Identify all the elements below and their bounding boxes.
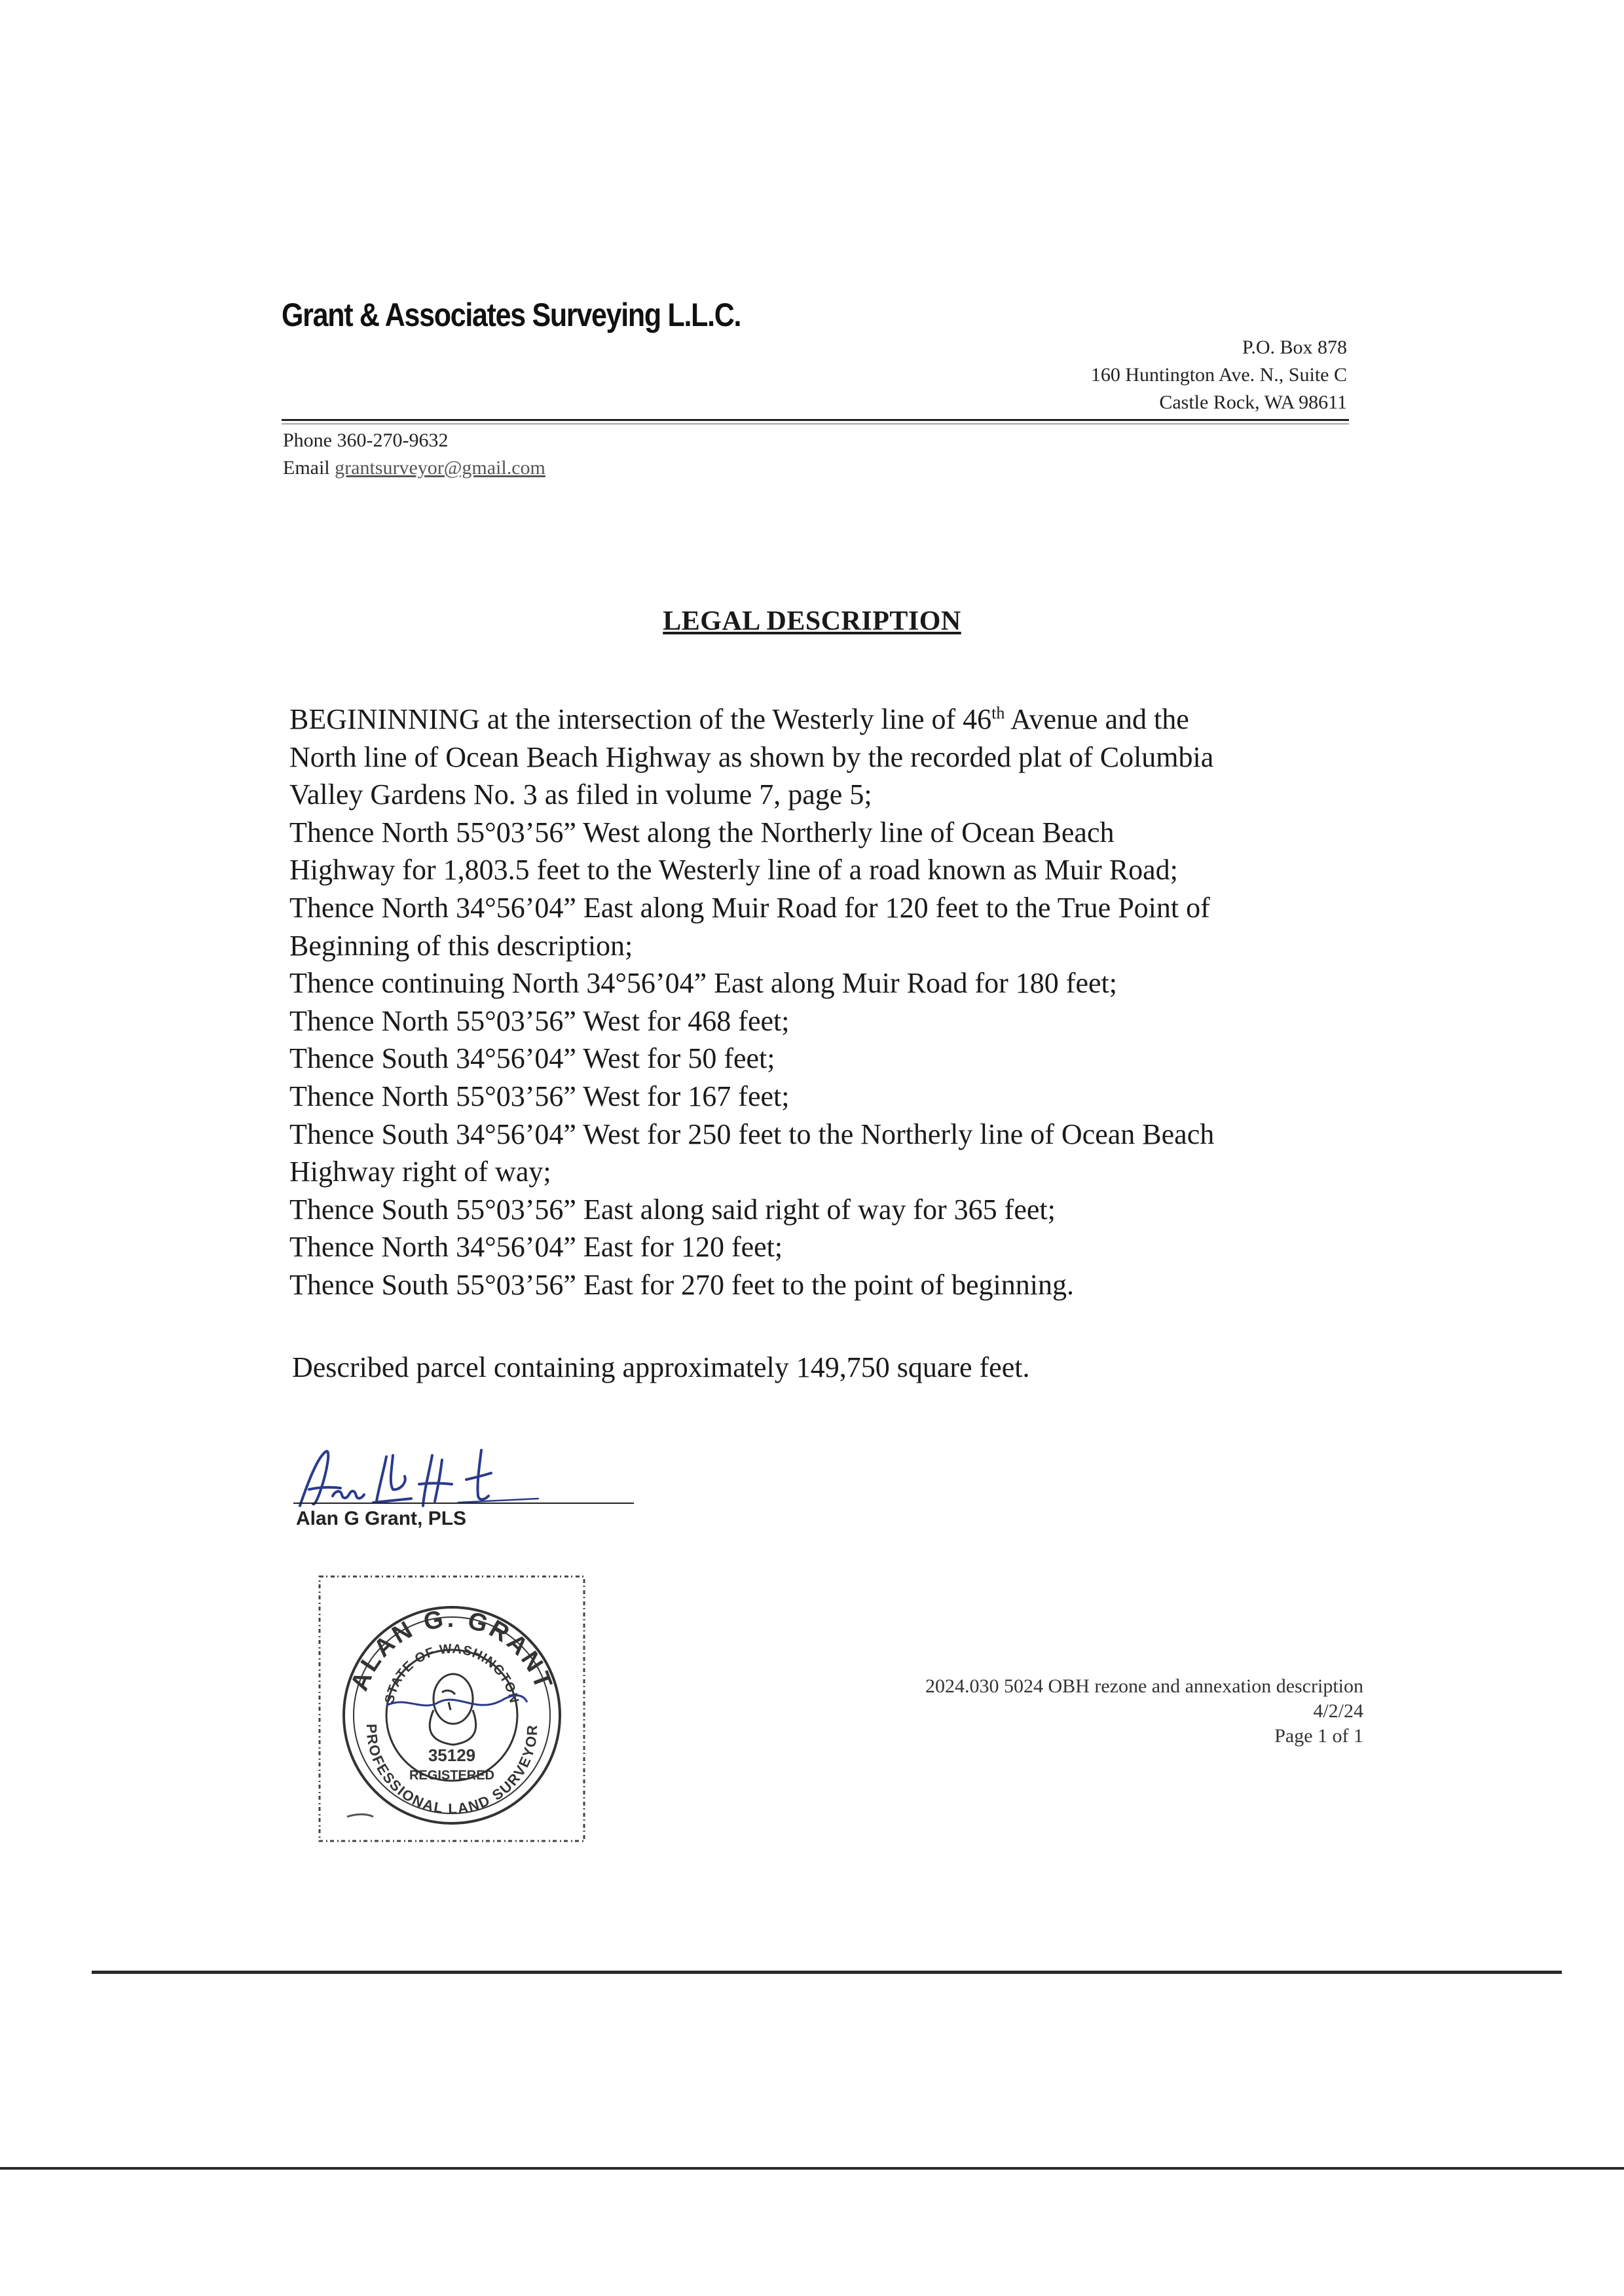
body-line: Valley Gardens No. 3 as filed in volume 7, page 5;	[289, 778, 872, 811]
body-line: Thence continuing North 34°56’04” East along Muir Road for 180 feet;	[289, 967, 1117, 1000]
body-line: Beginning of this description;	[289, 929, 633, 962]
address-line-1: P.O. Box 878	[1242, 337, 1347, 358]
document-reference	[925, 1674, 1363, 1749]
svg-text:ALAN G. GRANT: ALAN G. GRANT	[345, 1605, 559, 1695]
body-line: Highway right of way;	[289, 1156, 551, 1188]
document-title: LEGAL DESCRIPTION	[663, 606, 961, 636]
body-line: BEGININNING at the intersection of the Westerly line of 46th Avenue and the	[289, 703, 1189, 735]
phone-label: Phone	[283, 429, 332, 451]
document-date: 4/2/24	[1313, 1700, 1363, 1722]
parcel-area-summary: Described parcel containing approximately 149,750 square feet.	[292, 1351, 1030, 1383]
page-rule-bottom	[0, 2167, 1624, 2170]
phone-number: 360-270-9632	[337, 429, 449, 451]
body-line: Highway for 1,803.5 feet to the Westerly line of a road known as Muir Road;	[289, 854, 1178, 886]
email-address[interactable]: grantsurveyor@gmail.com	[335, 457, 545, 479]
address-line-3: Castle Rock, WA 98611	[1159, 392, 1347, 413]
company-address	[1091, 334, 1347, 416]
body-line: Thence South 34°56’04” West for 50 feet;	[289, 1042, 775, 1075]
company-name: Grant & Associates Surveying L.L.C.	[282, 297, 741, 333]
body-line: Thence North 55°03’56” West along the Northerly line of Ocean Beach	[289, 816, 1115, 848]
page-number: Page 1 of 1	[1274, 1725, 1363, 1747]
phone-line	[283, 427, 545, 454]
svg-text:STATE OF WASHINGTON: STATE OF WASHINGTON	[382, 1641, 522, 1705]
svg-text:35129: 35129	[428, 1745, 476, 1765]
svg-text:PROFESSIONAL LAND SURVEYOR: PROFESSIONAL LAND SURVEYOR	[363, 1723, 541, 1817]
body-line: Thence South 55°03’56” East along said right of way for 365 feet;	[289, 1193, 1056, 1226]
email-line	[283, 454, 545, 482]
legal-description-body	[289, 701, 1363, 1304]
body-line: North line of Ocean Beach Highway as shown by the recorded plat of Columbia	[289, 740, 1214, 773]
contact-block	[283, 427, 545, 482]
signature-line	[293, 1503, 634, 1504]
document-reference-description: 2024.030 5024 OBH rezone and annexation description	[925, 1675, 1363, 1697]
surveyor-seal	[308, 1565, 596, 1856]
email-label: Email	[283, 457, 330, 479]
page-rule-lower	[92, 1971, 1562, 1974]
body-line: Thence North 55°03’56” West for 167 feet;	[289, 1080, 790, 1112]
body-line: Thence North 34°56’04” East for 120 feet;	[289, 1231, 783, 1264]
body-line: Thence North 34°56’04” East along Muir Road for 120 feet to the True Point of	[289, 891, 1210, 924]
body-line: Thence North 55°03’56” West for 468 feet;	[289, 1004, 790, 1037]
body-line: Thence South 55°03’56” East for 270 feet to the point of beginning.	[289, 1268, 1074, 1301]
svg-text:REGISTERED: REGISTERED	[409, 1768, 495, 1783]
signer-name: Alan G Grant, PLS	[296, 1508, 467, 1529]
letterhead-rule	[282, 419, 1349, 421]
body-line: Thence South 34°56’04” West for 250 feet to the Northerly line of Ocean Beach	[289, 1118, 1215, 1150]
address-line-2: 160 Huntington Ave. N., Suite C	[1090, 364, 1347, 386]
